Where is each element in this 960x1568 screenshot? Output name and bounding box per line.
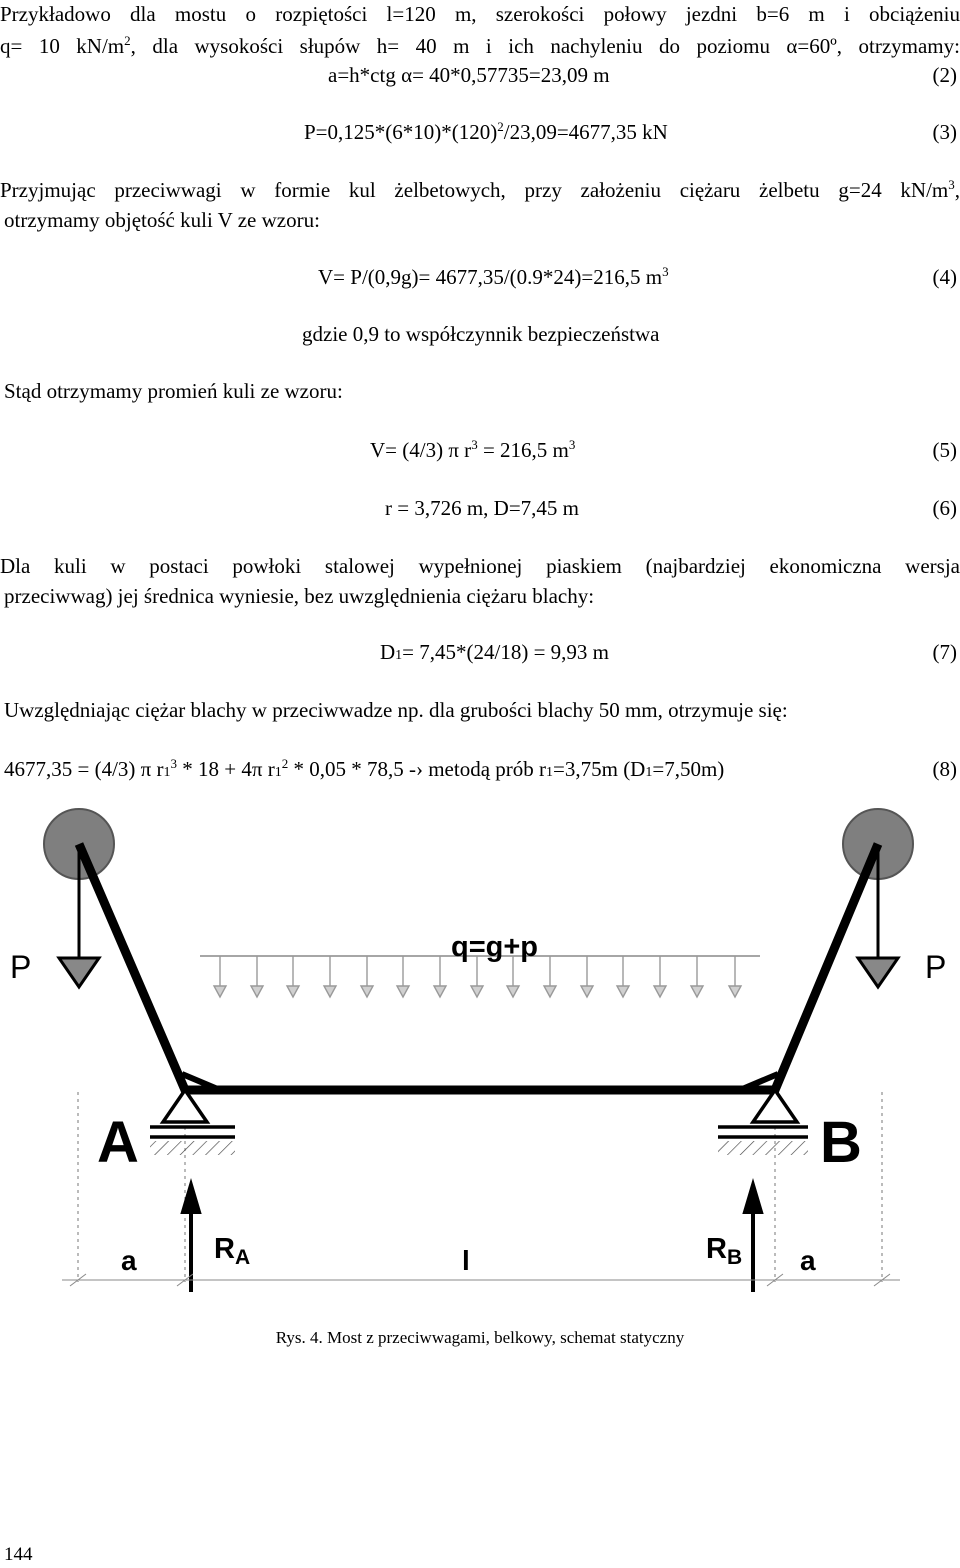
- equation-6: r = 3,726 m, D=7,45 m: [385, 496, 580, 520]
- distributed-load-label: q=g+p: [451, 931, 539, 963]
- support-left: [150, 1090, 235, 1137]
- load-label-left: P: [10, 949, 32, 985]
- equation-2-number: (2): [932, 63, 957, 87]
- dimension-label-right: a: [800, 1245, 816, 1276]
- paragraph-3: Stąd otrzymamy promień kuli ze wzoru:: [4, 379, 343, 403]
- equation-3: $P=0,125*(6*10)*(120)^2/23,09=4677,35$ kN: [304, 119, 668, 144]
- paragraph-4-line-2: przeciwwag) jej średnica wyniesie, bez uwzględnienia ciężaru blachy:: [4, 584, 595, 608]
- ground-hatch-left: [150, 1141, 235, 1155]
- bridge-frame: [79, 844, 878, 1090]
- page-number: 144: [4, 1544, 33, 1565]
- dimension-label-left: a: [121, 1245, 137, 1276]
- reaction-label-left: $R_A$: [214, 1233, 251, 1269]
- equation-2: a=h*ctg α= 40*0,57735=23,09 m: [328, 63, 610, 87]
- paragraph-2-line-2: otrzymamy objętość kuli V ze wzoru:: [4, 208, 320, 232]
- figure-caption: Rys. 4. Most z przeciwwagami, belkowy, schemat statyczny: [275, 1328, 685, 1347]
- equation-4-note: gdzie 0,9 to współczynnik bezpieczeństwa: [302, 322, 660, 346]
- support-right: [718, 1090, 808, 1137]
- equation-3-number: (3): [932, 120, 957, 144]
- equation-5-number: (5): [932, 438, 957, 462]
- equation-7: D1= 7,45*(24/18) = 9,93 m: [380, 640, 610, 664]
- ground-hatch-right: [718, 1141, 808, 1155]
- dimension-label-span: l: [462, 1245, 470, 1276]
- equation-6-number: (6): [932, 496, 957, 520]
- paragraph-2-line-1: Przyjmując przeciwwagi w formie kul żelbetowych, przy założeniu ciężaru żelbetu g=24 $kN/m^3$,: [0, 177, 960, 202]
- paragraph-1-line-1: Przykładowo dla mostu o rozpiętości l=120 m, szerokości połowy jezdni b=6 m i obciążeniu: [0, 2, 960, 26]
- load-label-right: P: [925, 949, 947, 985]
- paragraph-4-line-1: Dla kuli w postaci powłoki stalowej wypełnionej piaskiem (najbardziej ekonomiczna wersja: [0, 554, 960, 578]
- equation-8: 4677,35 = (4/3) π $r1^3 * 18 + 4\pi$ $r1^2 * 0,05 * 78,5$ -› metodą prób r1=3,75m (D1=7,50m): [4, 756, 725, 781]
- paragraph-5: Uwzględniając ciężar blachy w przeciwwadze np. dla grubości blachy 50 mm, otrzymuje się:: [4, 698, 788, 722]
- dimension-line: [62, 1274, 900, 1286]
- equation-4: V= P/(0,9g)= 4677,35/(0.9*24)=216,5 $m^3$: [318, 264, 669, 289]
- support-label-a: A: [97, 1110, 139, 1175]
- bridge-static-scheme-figure: [0, 800, 960, 1320]
- equation-5: V= (4/3) π $r^3 = 216,5$ $m^3$: [370, 437, 576, 462]
- equation-8-number: (8): [932, 757, 957, 781]
- equation-4-number: (4): [932, 265, 957, 289]
- reaction-label-right: $R_B$: [706, 1233, 743, 1269]
- support-label-b: B: [820, 1110, 862, 1175]
- reaction-arrow-right: [745, 1185, 761, 1292]
- equation-7-number: (7): [932, 640, 957, 664]
- paragraph-1-line-2: q= 10 $kN/m^2$, dla wysokości słupów h= 40 m i ich nachyleniu do poziomu α=60º, otrzymamy:: [0, 33, 960, 58]
